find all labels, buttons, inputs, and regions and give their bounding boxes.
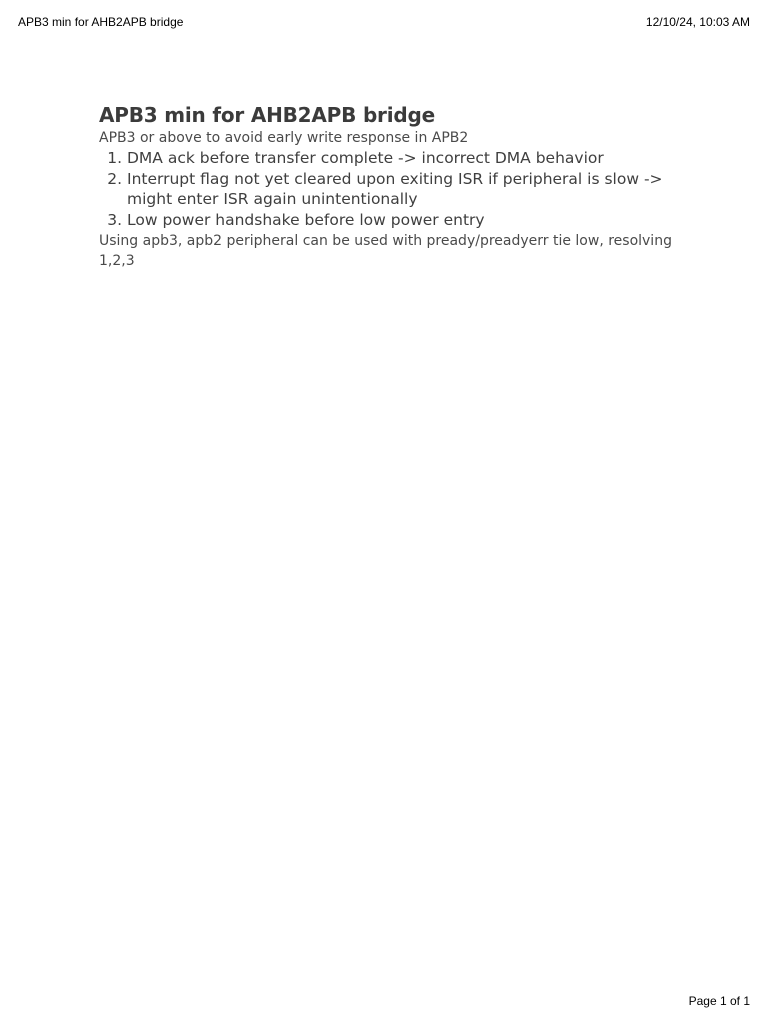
note-subtitle: APB3 or above to avoid early write response in APB2	[99, 130, 469, 146]
list-item: 3. Low power handshake before low power entry	[127, 210, 679, 230]
list-item: 2. Interrupt flag not yet cleared upon exiting ISR if peripheral is slow -> might enter ISR again unintentionally	[127, 169, 679, 209]
print-header-title: APB3 min for AHB2APB bridge	[18, 15, 184, 29]
note-title: APB3 min for AHB2APB bridge	[99, 103, 435, 127]
print-header-datetime: 12/10/24, 10:03 AM	[645, 15, 750, 29]
note-body	[99, 102, 679, 271]
page-number: Page 1 of 1	[688, 994, 750, 1008]
note-footer-text: Using apb3, apb2 peripheral can be used with pready/preadyerr tie low, resolving 1,2,3	[99, 233, 672, 269]
numbered-list	[99, 148, 679, 230]
list-item: 1. DMA ack before transfer complete -> incorrect DMA behavior	[127, 148, 679, 168]
